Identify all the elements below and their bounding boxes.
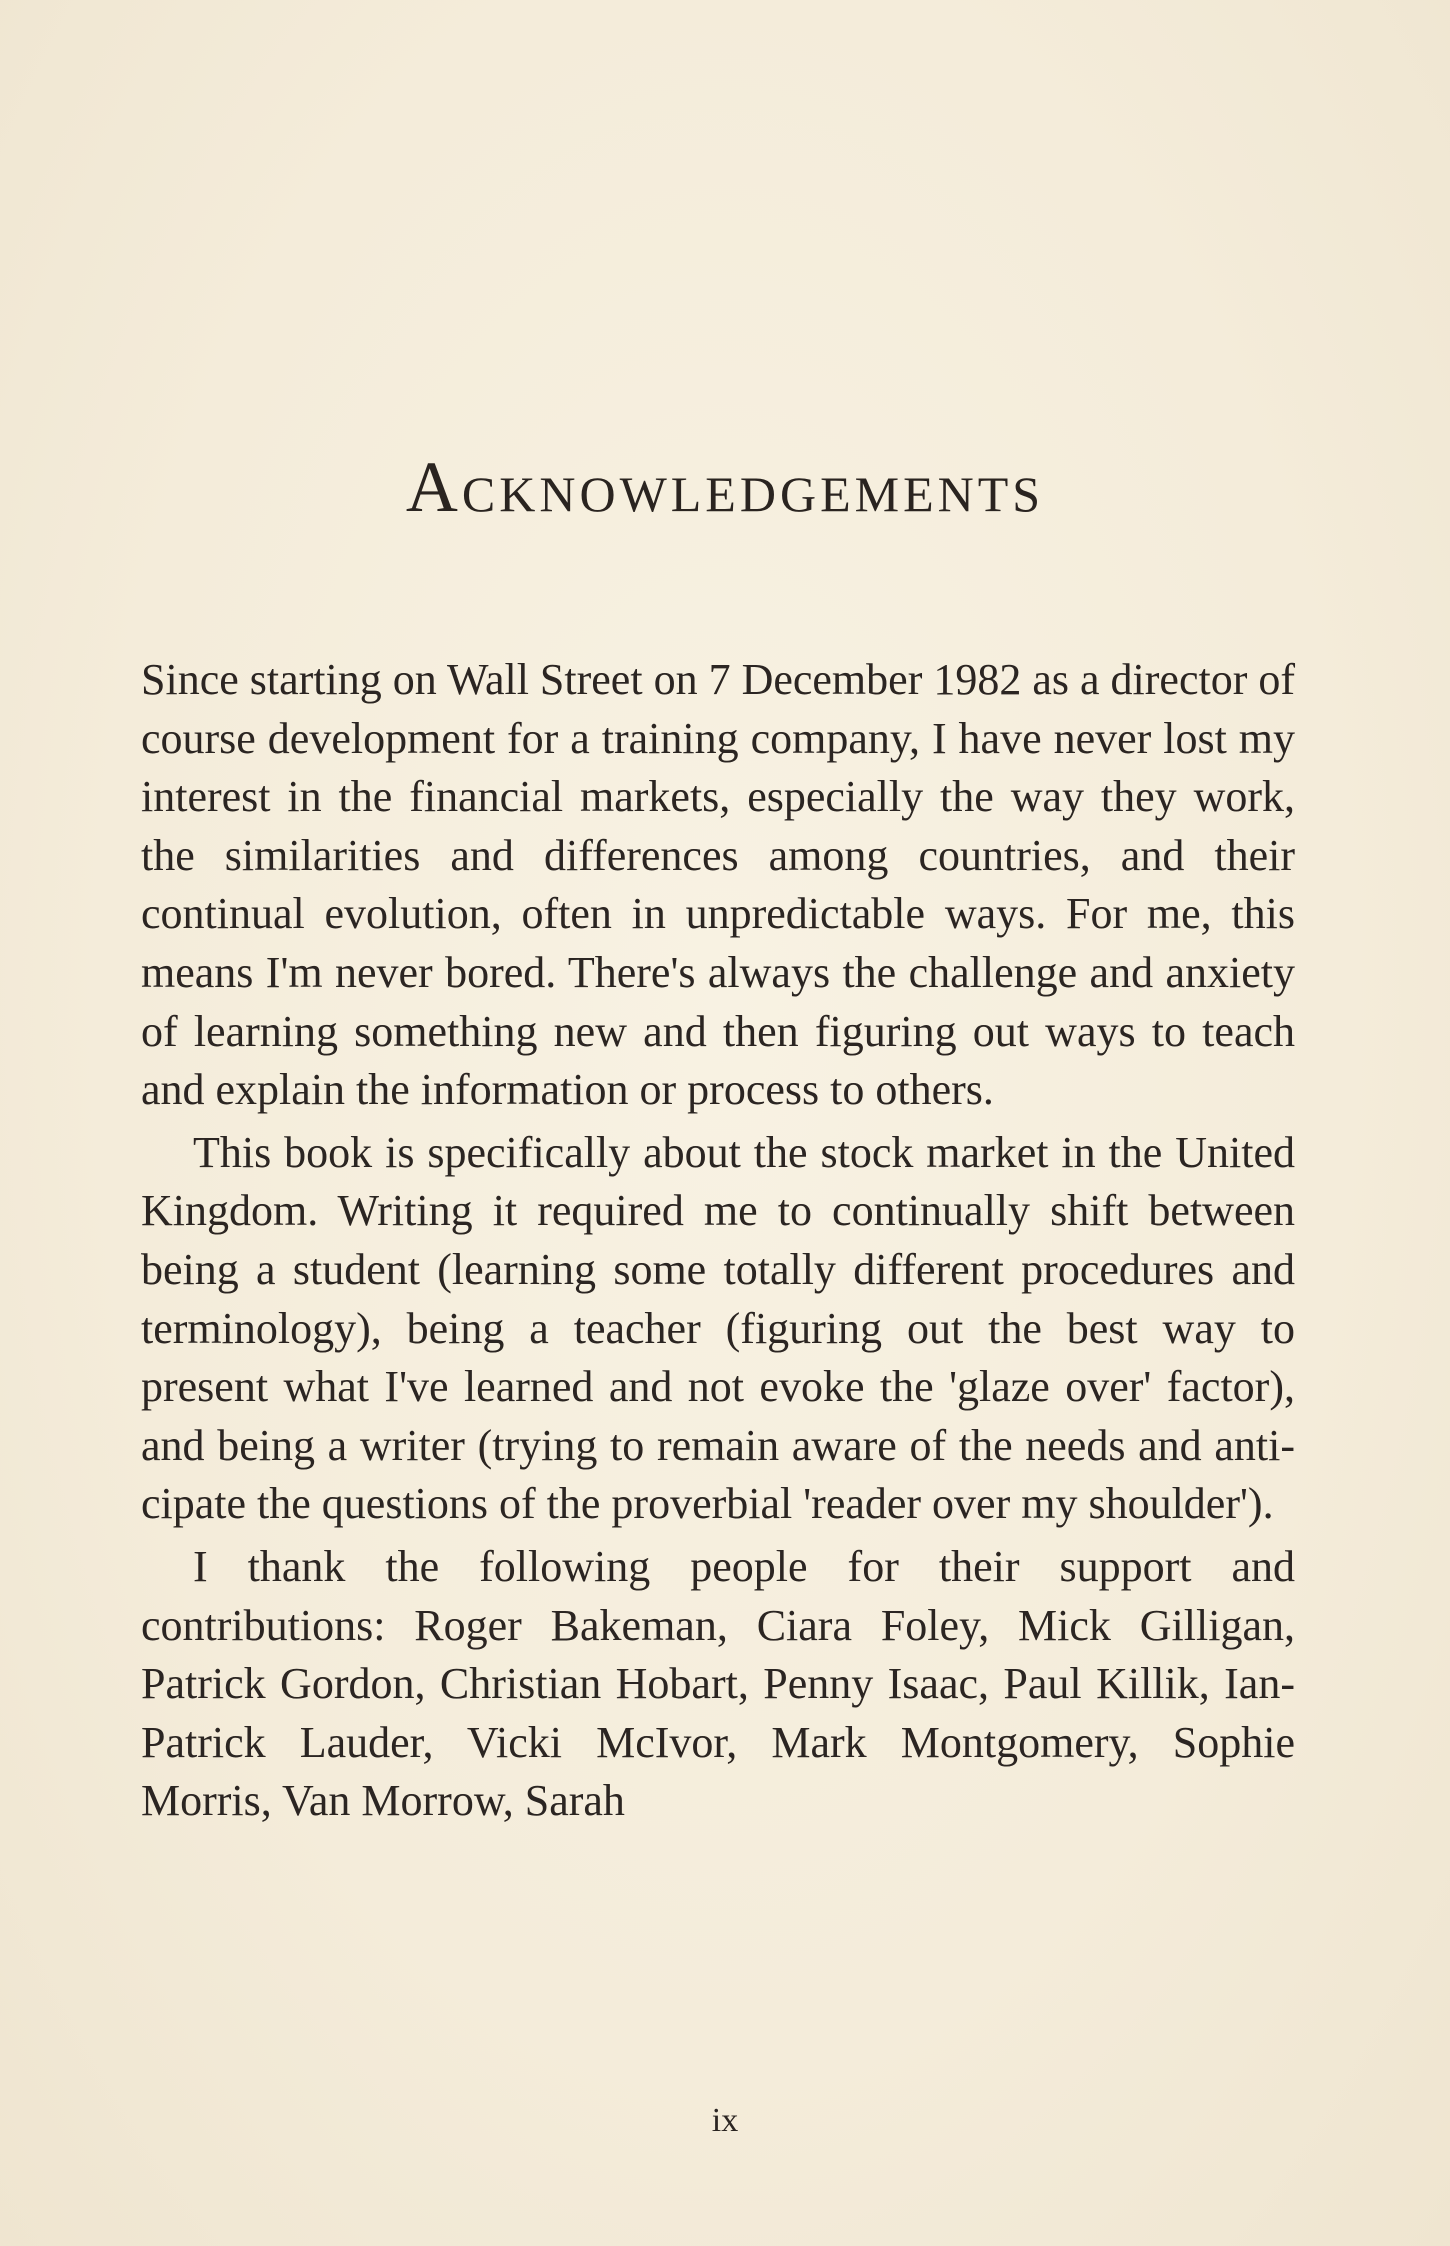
paragraph-2: This book is specifically about the stock market in the United Kingdom. Writing it required me to continually shift between being a student (learning some totally different procedures and terminology), being a teacher (figuring out the best way to present what I've learned and not evoke the 'glaze over' factor), and being a writer (trying to remain aware of the needs and anticipate the questions of the proverbial 'reader over my shoulder').: [141, 1127, 1295, 1529]
page-title: Acknowledgements: [405, 447, 1045, 528]
reverse-page-bleed-through: [140, 40, 1300, 98]
acknowledgements-body: [141, 651, 1295, 1831]
paragraph-1: Since starting on Wall Street on 7 December 1982 as a director of course development for a training company, I have never lost my interest in the financial markets, especially the way they work, the similarities and differences among countries, and their continual evolution, often in unpredictable ways. For me, this means I'm never bored. There's always the challenge and anxiety of learning something new and then figuring out ways to teach and explain the information or process to others.: [141, 655, 1295, 1115]
page-number: ix: [711, 2102, 739, 2139]
paragraph-3: I thank the following people for their support and contributions: Roger Bakeman, Ciara Foley, Mick Gilligan, Patrick Gordon, Christian Hobart, Penny Isaac, Paul Killik, Ian-Patrick Lauder, Vicki McIvor, Mark Montgomery, Sophie Morris, Van Morrow, Sarah: [141, 1541, 1295, 1826]
